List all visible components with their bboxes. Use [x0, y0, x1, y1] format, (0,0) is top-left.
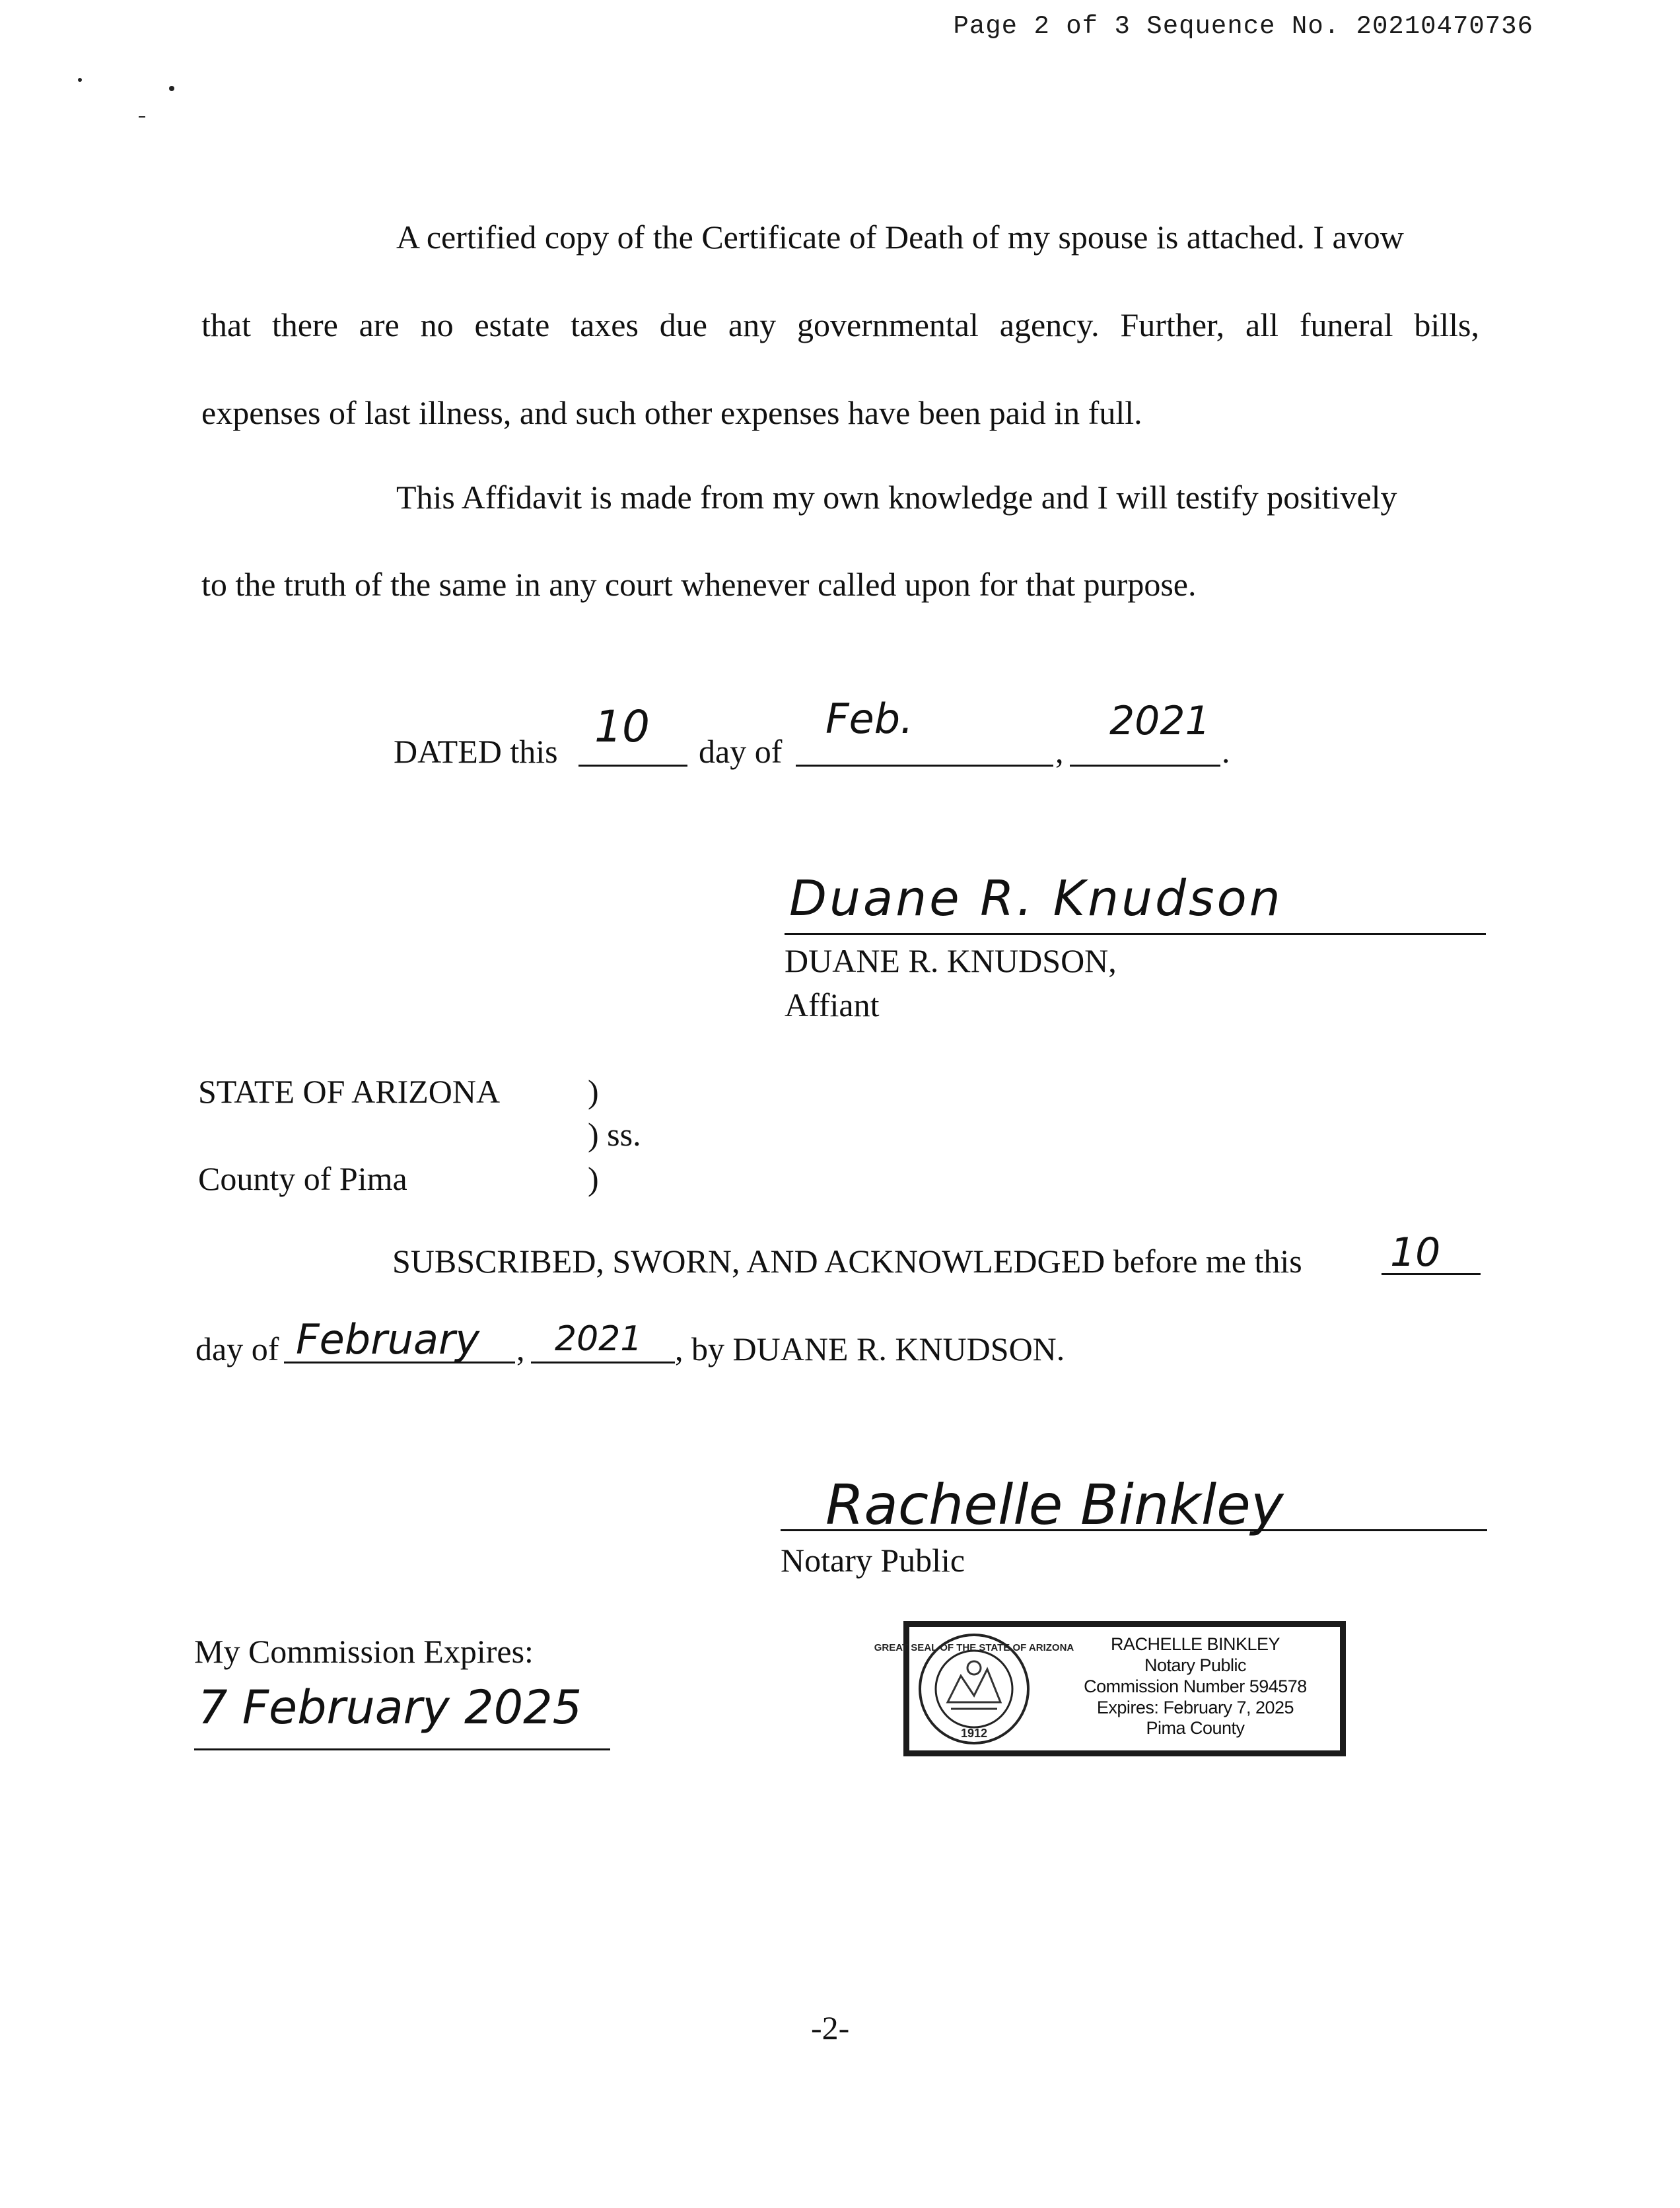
- jurat-year-blank: [531, 1362, 675, 1363]
- notary-signature: Rachelle Binkley: [825, 1472, 1284, 1537]
- dated-prefix: DATED this: [394, 733, 558, 770]
- stamp-county: Pima County: [1146, 1718, 1245, 1739]
- page-number: -2-: [811, 2009, 850, 2046]
- dated-month-blank: [796, 765, 1053, 767]
- venue-paren-2: ): [588, 1160, 599, 1197]
- affiant-signature: Duane R. Knudson: [789, 870, 1283, 927]
- paragraph-1-line-3: expenses of last illness, and such other expenses have been paid in full.: [201, 394, 1142, 431]
- dated-year-handwritten: 2021: [1109, 698, 1210, 744]
- notary-stamp-text: [1057, 1634, 1334, 1739]
- affiant-signature-line: [785, 933, 1486, 935]
- paragraph-1-line-1: A certified copy of the Certificate of Death of my spouse is attached. I avow: [396, 219, 1404, 256]
- notary-signature-line: [781, 1529, 1487, 1531]
- paragraph-2-line-2: to the truth of the same in any court whenever called upon for that purpose.: [201, 566, 1197, 603]
- page-sequence-header: Page 2 of 3 Sequence No. 20210470736: [953, 12, 1533, 41]
- jurat-month-handwritten: February: [296, 1315, 480, 1363]
- stamp-commission-number: Commission Number 594578: [1084, 1676, 1307, 1696]
- paragraph-1-line-2: that there are no estate taxes due any governmental agency. Further, all funeral bills,: [201, 306, 1479, 343]
- affiant-name: DUANE R. KNUDSON,: [785, 942, 1117, 979]
- seal-year: 1912: [960, 1727, 988, 1740]
- dated-year-blank: [1070, 765, 1220, 767]
- jurat-comma: ,: [516, 1330, 525, 1367]
- affiant-title: Affiant: [785, 986, 880, 1023]
- commission-expires-label: My Commission Expires:: [194, 1633, 534, 1670]
- paragraph-2-line-1: This Affidavit is made from my own knowledge and I will testify positively: [396, 479, 1397, 516]
- dated-period: .: [1222, 733, 1230, 770]
- jurat-line-2-suffix: , by DUANE R. KNUDSON.: [675, 1330, 1065, 1367]
- jurat-year-handwritten: 2021: [555, 1319, 643, 1359]
- scan-speck: [169, 86, 174, 91]
- venue-county: County of Pima: [198, 1160, 407, 1197]
- commission-expires-handwritten: 7 February 2025: [198, 1680, 582, 1735]
- notary-title: Notary Public: [781, 1542, 965, 1579]
- stamp-expiration: Expires: February 7, 2025: [1096, 1697, 1294, 1717]
- dated-day-blank: [578, 765, 687, 767]
- stamp-notary-title: Notary Public: [1144, 1655, 1247, 1675]
- jurat-line-1: SUBSCRIBED, SWORN, AND ACKNOWLEDGED before me this: [392, 1243, 1302, 1280]
- venue-paren-1: ): [588, 1073, 599, 1110]
- jurat-line-2-prefix: day of: [195, 1330, 279, 1367]
- venue-state: STATE OF ARIZONA: [198, 1073, 501, 1110]
- jurat-day-handwritten: 10: [1390, 1229, 1441, 1276]
- stamp-notary-name: RACHELLE BINKLEY: [1110, 1634, 1280, 1654]
- commission-expires-line: [194, 1748, 610, 1750]
- dated-comma: ,: [1055, 733, 1064, 770]
- dated-day-of-label: day of: [699, 733, 783, 770]
- dated-day-handwritten: 10: [594, 701, 650, 752]
- scan-speck: [139, 116, 145, 118]
- seal-ring-text: GREAT SEAL OF THE STATE OF ARIZONA: [874, 1642, 1074, 1653]
- dated-month-handwritten: Feb.: [825, 695, 913, 743]
- scan-speck: [78, 78, 82, 82]
- arizona-seal-icon: [874, 1630, 1074, 1748]
- venue-ss: ) ss.: [588, 1116, 641, 1153]
